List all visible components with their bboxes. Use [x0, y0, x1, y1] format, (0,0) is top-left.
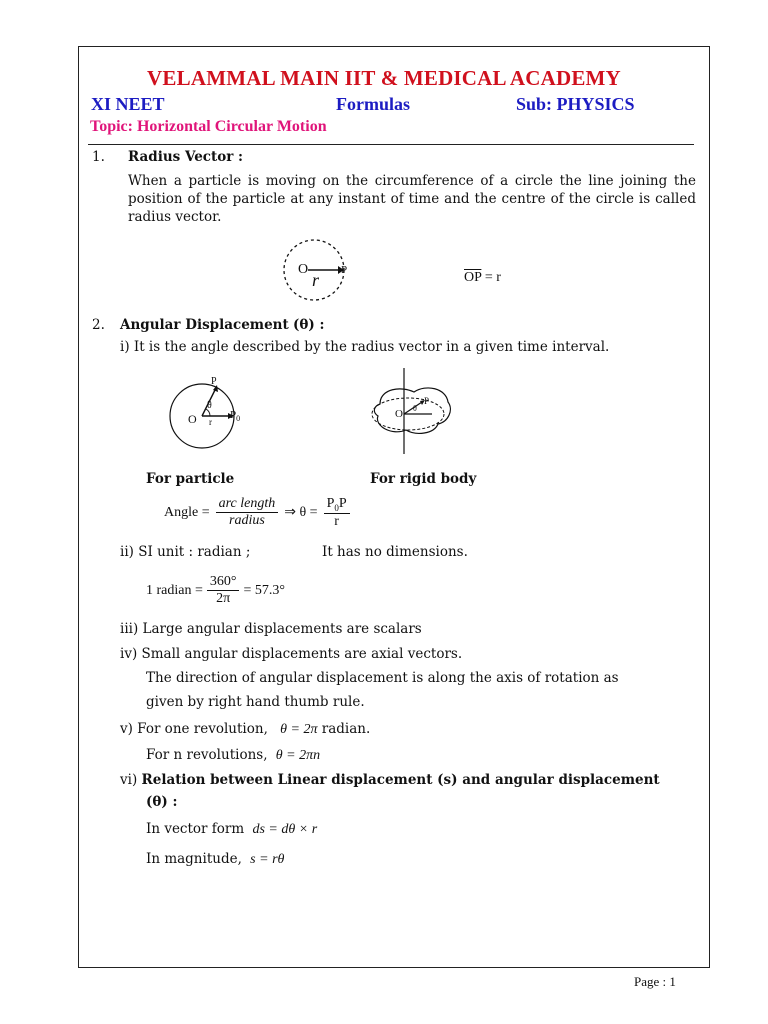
- angle-label: Angle =: [164, 504, 210, 520]
- magnitude: [146, 850, 284, 869]
- item-vi-heading-symbol: (θ) :: [146, 794, 178, 810]
- item-vi: [120, 771, 660, 789]
- caption-particle: For particle: [146, 471, 235, 487]
- item-ii-unit: ii) SI unit : radian ;: [120, 544, 251, 560]
- p-tail: P: [338, 496, 347, 511]
- radian-denominator: 2π: [216, 591, 231, 606]
- p-sub: 0: [334, 502, 339, 513]
- op-vector: $\overline{OP}$: [464, 270, 482, 285]
- topic-label: Topic: Horizontal Circular Motion: [90, 118, 327, 135]
- page-number: Page : 1: [634, 974, 676, 989]
- item-vi-prefix: vi): [120, 772, 138, 788]
- caption-rigid-body: For rigid body: [370, 471, 477, 487]
- magnitude-label: In magnitude,: [146, 851, 242, 867]
- angle-fraction: [216, 496, 279, 529]
- rigid-p-label: P: [424, 396, 430, 406]
- item-iv: iv) Small angular displacements are axial vectors.: [120, 646, 463, 662]
- section2-heading: Angular Displacement: [120, 317, 289, 333]
- angle-arrow: ⇒ θ =: [284, 505, 318, 521]
- item-v-n-equation: θ = 2πn: [275, 748, 321, 763]
- item-v-n: [146, 746, 320, 765]
- item-ii-dimensions: It has no dimensions.: [322, 544, 468, 560]
- particle-r-label: r: [209, 417, 212, 427]
- rigid-o-label: O: [395, 408, 403, 420]
- radian-numerator: 360°: [207, 574, 240, 591]
- item-iv-line2: given by right hand thumb rule.: [146, 694, 365, 710]
- item-v-unit: radian.: [317, 721, 371, 737]
- particle-p0-sub: 0: [236, 414, 241, 424]
- doc-type: Formulas: [336, 94, 410, 114]
- item-vi-heading: Relation between Linear displacement (s) and angular displacement: [141, 772, 660, 788]
- fig1-p-label: P: [341, 264, 348, 276]
- magnitude-equation: s = rθ: [250, 852, 285, 867]
- class-label: XI NEET: [91, 94, 165, 114]
- header-divider: [88, 144, 694, 145]
- fig1-r-label: r: [312, 270, 320, 290]
- radian-label: 1 radian =: [146, 582, 203, 598]
- particle-p0-label: [230, 409, 240, 423]
- particle-o-label: O: [188, 412, 197, 426]
- radian-value: = 57.3°: [243, 582, 285, 598]
- rigid-theta-label: θ: [413, 404, 417, 413]
- vector-form-label: In vector form: [146, 821, 245, 837]
- section1-heading: Radius Vector :: [128, 149, 244, 165]
- section1-number: 1.: [92, 149, 105, 165]
- particle-p-label: P: [211, 376, 217, 387]
- vector-form: [146, 820, 317, 839]
- angle-formula: [164, 496, 350, 530]
- angle-numerator: arc length: [216, 496, 279, 513]
- particle-p0-text: P: [230, 409, 237, 421]
- vector-form-equation: ds = dθ × r: [252, 822, 318, 837]
- item-iii: iii) Large angular displacements are scalars: [120, 621, 422, 637]
- radius-vector-figure: [270, 236, 370, 304]
- item-v-equation: θ = 2π: [280, 722, 318, 737]
- item-v: [120, 720, 370, 739]
- radian-formula: [146, 574, 285, 607]
- item-v-n-label: For n revolutions,: [146, 747, 268, 763]
- section2-heading-line: [120, 316, 324, 334]
- radian-fraction: [207, 574, 240, 607]
- angle-denominator: radius: [229, 513, 265, 529]
- rigid-body-figure: [362, 364, 462, 456]
- section2-number: 2.: [92, 317, 105, 333]
- section2-heading-symbol: (θ) :: [293, 317, 325, 333]
- item-v-label: v) For one revolution,: [120, 721, 268, 737]
- op-equation: [464, 270, 501, 286]
- angle-denominator-2: r: [334, 513, 339, 529]
- particle-theta-label: θ: [207, 400, 212, 411]
- angle-numerator-2: [324, 496, 350, 514]
- angle-fraction-2: [324, 496, 350, 530]
- op-equals-r: = r: [484, 270, 501, 285]
- section1-paragraph: When a particle is moving on the circumference of a circle the line joining the position of the particle at any instant of time and the centre of the circle is called radius vector.: [128, 173, 696, 225]
- item-i: i) It is the angle described by the radius vector in a given time interval.: [120, 339, 610, 355]
- p-text: P: [326, 496, 335, 511]
- subject-label: Sub: PHYSICS: [516, 94, 635, 114]
- fig1-o-label: O: [298, 262, 309, 277]
- academy-title: VELAMMAL MAIN IIT & MEDICAL ACADEMY: [147, 66, 621, 90]
- item-iv-line1: The direction of angular displacement is along the axis of rotation as: [146, 670, 619, 686]
